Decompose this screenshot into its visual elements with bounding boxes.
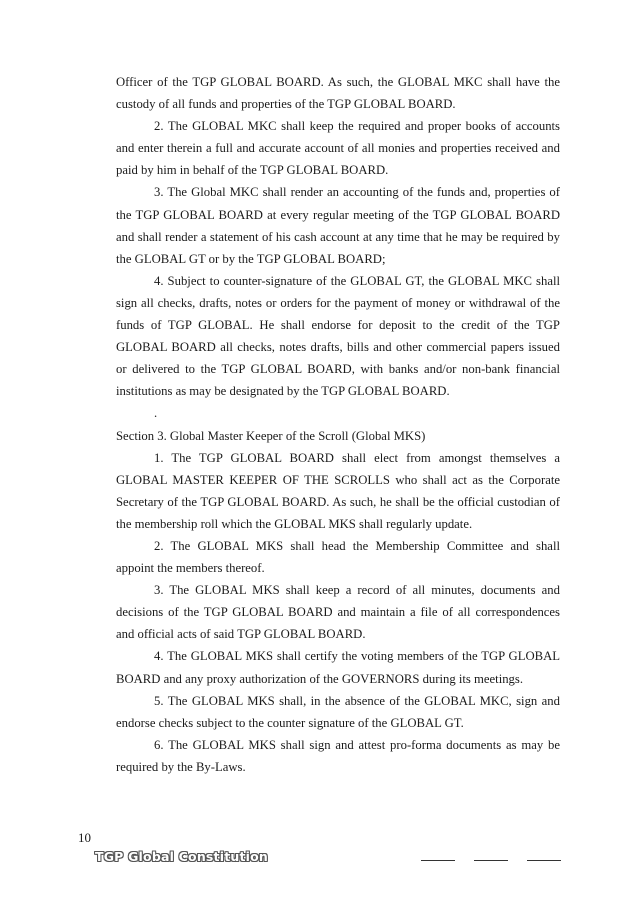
separator-dot: . (154, 406, 158, 421)
initial-line (421, 860, 455, 861)
paragraph: 4. The GLOBAL MKS shall certify the voting members of the TGP GLOBAL BOARD and any proxy authorization of the GOVERNORS during its meetings. (116, 649, 560, 686)
footer-title: TGP Global Constitution (95, 849, 269, 864)
page-number: 10 (78, 830, 91, 845)
paragraph: 2. The GLOBAL MKC shall keep the required and proper books of accounts and enter therein a full and accurate account of all monies and properties received and paid by him in behalf of the TGP GLOBAL BOARD. (116, 119, 560, 178)
section-heading: Section 3. Global Master Keeper of the Scroll (Global MKS) (116, 428, 426, 443)
document-body (116, 71, 560, 778)
paragraph: 4. Subject to counter-signature of the GLOBAL GT, the GLOBAL MKC shall sign all checks, drafts, notes or orders for the payment of money or withdrawal of the funds of TGP GLOBAL. He shall endorse for deposit to the credit of the TGP GLOBAL BOARD all checks, notes drafts, bills and other commercial papers issued or delivered to the TGP GLOBAL BOARD, with banks and/or non-bank financial institutions as may be designated by the TGP GLOBAL BOARD. (116, 273, 560, 399)
initial-line (474, 860, 508, 861)
paragraph: 3. The Global MKC shall render an accounting of the funds and, properties of the TGP GLOBAL BOARD at every regular meeting of the TGP GLOBAL BOARD and shall render a statement of his cash account at any time that he may be required by the GLOBAL GT or by the TGP GLOBAL BOARD; (116, 185, 560, 266)
paragraph: 3. The GLOBAL MKS shall keep a record of all minutes, documents and decisions of the TGP GLOBAL BOARD and maintain a file of all correspondences and official acts of said TGP GLOBAL BOARD. (116, 583, 560, 642)
paragraph: Officer of the TGP GLOBAL BOARD. As such, the GLOBAL MKC shall have the custody of all funds and properties of the TGP GLOBAL BOARD. (116, 75, 560, 112)
paragraph: 5. The GLOBAL MKS shall, in the absence of the GLOBAL MKC, sign and endorse checks subject to the counter signature of the GLOBAL GT. (116, 693, 560, 730)
paragraph: 6. The GLOBAL MKS shall sign and attest pro-forma documents as may be required by the By-Laws. (116, 737, 560, 774)
paragraph: 2. The GLOBAL MKS shall head the Membership Committee and shall appoint the members thereof. (116, 538, 560, 576)
paragraph: 1. The TGP GLOBAL BOARD shall elect from amongst themselves a GLOBAL MASTER KEEPER OF THE SCROLLS who shall act as the Corporate Secretary of the TGP GLOBAL BOARD. As such, he shall be the official custodian of the membership roll which the GLOBAL MKS shall regularly update. (116, 450, 560, 531)
initial-line (527, 860, 561, 861)
